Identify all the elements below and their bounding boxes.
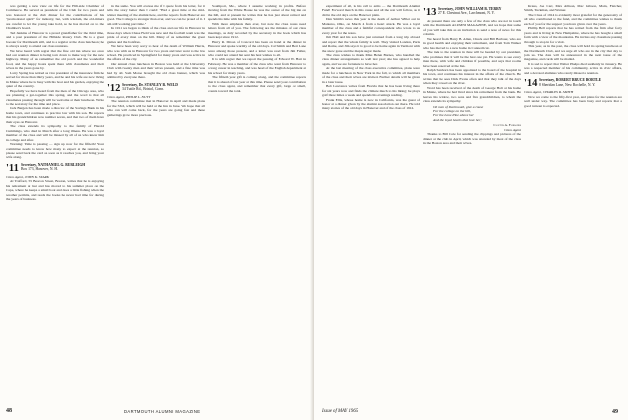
left-column-3 [208, 4, 306, 402]
paragraph: This year, as in the past, the class will hold its spring luncheon at the Dartmouth Club, and we urge all who are in the city that day to join us. The date will be announced in the next issue of the magazine, and cards will be mailed. [524, 44, 622, 62]
paragraph: in the same. You will excuse me if I quote from his letter, for it tells the story better than I could: "Had a great time at the mid-winter meeting of the alumni here, and the reports from Hanover are good. The College is stronger than ever, and we can be proud of it. I am still working part time." [107, 4, 205, 26]
right-column-2 [423, 4, 521, 402]
paragraph: It is with regret that we report the passing of Edward W. Hart in February. He was a member of the class who went from Hanover to a long career in teaching, and was head of the English department at his school for many years. [208, 57, 306, 75]
paragraph: The fiftieth year gift is coming along, and the committee reports that it is ahead of last year at this time. Please send your contribution to the class agent, and remember that every gift, large or small, counts toward the total. [208, 75, 306, 93]
paragraph: At the last meeting of the class executive committee, plans were made for a luncheon in New York in the fall, to which all members of the class and their wives are invited. Further details will be given in a later issue. [322, 66, 420, 84]
paragraph: Dan Smith's news this year is the death of Arthur Willet out in Manteno, Ohio, on March 4 from a heart attack. He was a loyal member of the class and a faithful correspondent who wrote to us every year for the notes. [322, 17, 420, 35]
verse-line: Oh men of Dartmouth, give a rouse [433, 104, 484, 109]
class-agent: Class Agent, CHARLES R. SMITH [524, 90, 574, 95]
right-column-1 [322, 4, 420, 402]
verse-line: For the college on the hill, [433, 109, 471, 114]
class-header-1914 [524, 78, 622, 89]
left-column-1 [6, 4, 104, 402]
paragraph: Jim Hall and his son have just returned from a long trip abroad and report that the whole family is well. They visited London, Paris and Rome, and Jim says it is good to be home again in Vermont with the snow gone and the maple sugar made. [322, 35, 420, 53]
paragraph: Al Trafford, 55 Beacon Street, Boston, writes that he is enjoying his retirement at last and has moved to his summer place on the Cape, where he keeps a small boat and does a little fishing when the weather permits, and reads the books he never had time for during the years of business. [6, 179, 104, 202]
verse-line: For the Lone Pine above her [433, 113, 474, 118]
paragraph: Jack Bergen has been made a director of the Savings Bank in his home town, and continues to practice law with his son. He reports that his grandchildren now number seven, and that two of them have their eyes on Hanover. [6, 106, 104, 124]
paragraph: With more emphasis than ever, but note the class notes need letters from all of you. The following are the minutes of our class meetings, as duly recorded by the secretary in the book which has been kept since 1912. [208, 21, 306, 40]
quoted-verse [433, 105, 521, 123]
paragraph: Word has been received of the death of George Holt at his home in Maine, where he had lived since his retirement from the bank. He leaves his widow, two sons and five grandchildren, to whom the class extends its sympathy. [423, 85, 521, 104]
class-header-1913 [423, 7, 521, 18]
signoff-name: Clayton A. Fairbanks [493, 123, 521, 128]
paragraph: We heard from Harry B. Allen, Chuck and Bill Barbour, who are in good health and enjoying their retirement, and from Tom Walker who has moved to a new home in Connecticut. [423, 36, 521, 50]
class-secretary-address: 34 Tuttle Rd., Bristol, Conn. [122, 87, 165, 92]
paragraph: It is sad to report that Walter Phelps died suddenly in January. He was a respected member of his community, active in civic affairs, and a devoted alumnus who rarely missed a reunion. [524, 61, 622, 75]
paragraph: In 1911 we began to think of the class and our life in Hanover in those days when Chase Field was new and the football team was the pride of every man on the hill. Many of us remember the great games and the bonfires. [107, 26, 205, 44]
paragraph: At present there are only a few of the class who are not in touch with the Dartmouth ALUMNI MAGAZINE, and we hope that some of you will take this as an invitation to send a note of news for this column. [423, 19, 521, 37]
magazine-name: DARTMOUTH ALUMNI MAGAZINE [124, 409, 201, 414]
class-secretary-address: 8 Sheridan Lane, New Rochelle, N. Y. [539, 82, 596, 87]
paragraph: Warning: Time is passing — sign up now for the fiftieth! Your committee needs to know how many to expect at the reunion, so please send back the card as soon as it reaches you, and bring your wife along. [6, 142, 104, 160]
page-number: 49 [612, 409, 618, 415]
paragraph: Ted Jenkins of Hanover is a proud grandfather for the third time, and a past president of the Hillside Rotary Club. He is a great booster for Dartmouth still, and is a regular at the class luncheon; he is always ready to attend our class reunions. [6, 30, 104, 49]
paragraph: The Class of 1914 is evidently most grateful for the generosity of all who contributed to the fund, and the committee wishes to thank each of you for the support you have given over the years. [524, 12, 622, 26]
class-secretary-address: 27 E. Chestnut Ave., Larchmont, N. Y. [438, 11, 495, 16]
paragraph: Southport, Me., where I assume working in profits. Before moving from the White House he was the owner of the big inn on the hill, and at present he writes that he has just about retired and spends his time with his family. [208, 4, 306, 22]
paragraph: Bob Lawrence writes from Florida that he has been living there for six years now and finds the climate much to his liking; he plays golf three times a week and spends his evenings reading. [322, 84, 420, 98]
paragraph: We have been very sorry to hear of the death of William Harris, who was with us in Hanover for two years and later went to the law school. He practiced in Springfield for many years and was active in the affairs of the city. [107, 44, 205, 62]
left-page-footer [6, 408, 306, 415]
class-year-number: '14 [524, 78, 538, 90]
paragraph: Ralph Sanborn has been appointed to the board of the hospital in his town, and continues his interest in the affairs of the church. He writes that he sees Dick Evans often and that they talk of the days when they rowed on the river. [423, 67, 521, 86]
class-secretary: Secretary, NATHANIEL G. BURLEIGH [21, 162, 86, 167]
paragraph: Now we come to the fifty-first year, and plans for the reunion are well under way. The committee has been busy and reports that a good turnout is expected. [524, 94, 622, 108]
paragraph: The reunion committee met in Hanover in April and made plans for the 53rd, which will be held at the Inn in June. We hope that all who can will come back, for the years are going fast and these gatherings grow more precious. [107, 99, 205, 117]
paragraph: The class wishes to thank Miss Helen Barnes, who handled the class dinner arrangements so well last year; she has agreed to help again, and we are fortunate to have her. [322, 52, 420, 66]
class-secretary: Secretary, JOHN WILLIAM B. TERRY [438, 7, 502, 11]
right-page [314, 0, 628, 420]
class-year-number: '12 [107, 82, 121, 94]
paragraph: experiment of all, is his call to arms — the Dartmouth Alumni Fund! Forward march in this cause and all the rest will follow, as it did in the old days on the Hanover plain. [322, 4, 420, 17]
paragraph: We have heard with regret that the fine old inn where we once had our reunion dinner is being torn down to make way for the new highway. Many of us remember the old porch and the wonderful food, and the happy hours spent there with classmates and their wives in the years gone by. [6, 48, 104, 71]
paragraph: Kraus, Joe Carr, Max Allison, Mac Gibson, Main, Fletcher, Smith, Tuckman, and Warner. [524, 4, 622, 13]
verse-line: And the loyal hearts that love her; [433, 117, 482, 122]
right-page-footer [322, 409, 620, 415]
issue-date: Issue of MAY 1965 [322, 409, 359, 414]
paragraph: Frank Ellis, whose home is now in California, was the guest of honor at a dinner given by the alumni association out there. He told many stories of the old days in Hanover and of the class of 1912. [322, 97, 420, 111]
class-header-1912 [107, 83, 205, 94]
class-agent: Class Agent, JOHN K. STARK [6, 174, 50, 179]
signoff-role: Class Agent [504, 127, 521, 132]
class-secretary-address: Box 173, Hanover, N. H. [21, 167, 58, 172]
paragraph: The trek to the reunion in June will be headed by our president, who promises that it will be the best one yet. He wants to see every man there, with wife and children if possible, and says that rooms have been reserved at the Inn. [423, 50, 521, 68]
class-secretary: Secretary, ROBERT BRUCE BORTLE [539, 78, 602, 83]
paragraph: The class extends its sympathy to the family of Harold Cummings, who died in March after a long illness. He was a loyal member of the class and will be missed by all of us who knew him in college and after. [6, 124, 104, 142]
page-number: 48 [6, 408, 12, 414]
paragraph: Larry Spring has retired as vice president of the insurance firm he served for more than thirty years, and he and his wife are now living in Maine where he is busy with his boat and his garden, enjoying the quiet of the country. [6, 70, 104, 89]
class-header-1911 [6, 163, 104, 174]
paragraph: Harry R. Dixon of Concord has been on hand at the dinner in Hanover and spoke warmly of the old days. Cal Smith and Bert Lane were among those present, and a letter was read from Jim Fuller, who could not attend but sent his best wishes to all. [208, 39, 306, 57]
class-secretary: Secretary, Dr. STANLEY B. WELD [122, 82, 178, 87]
paragraph: Thanks to Bill Cole for sending the clippings and pictures of the dinner at the club in April, which was attended by most of the class in the Boston area and their wives. [423, 132, 521, 146]
right-column-3 [524, 4, 622, 402]
paragraph: was getting a new view on life for the Hill-side Chamber of Commerce. He served as president of the Club for two years and was honored at the club dinner for the contributions of his "promotional spirit" for industry, but, with wisdom, the old-timers are careful to let the young take hold, so he has moved on to the Chamber's board. [6, 4, 104, 31]
class-year-number: '13 [423, 7, 437, 18]
paragraph: Hopefully we have heard from the men of the Chicago area, who are planning a get-together this spring, and the word is that all classmates passing through will be welcome at their luncheon. Write to the secretary for the time and place. [6, 88, 104, 106]
paragraph: Our annual class luncheon in Boston was held at the University Club with twenty men and their wives present, and a fine time was had by all. Sam Morse brought the old class banner, which was admired by everyone there. [107, 61, 205, 80]
class-year-number: '11 [6, 162, 19, 174]
paragraph: Phillip Bell reports that he has retired from the firm after forty years and is living in New Hampshire, where he has bought a small farm with a view of the mountains. He invites any classmate passing through to stop in for a visit. [524, 26, 622, 44]
class-agent: Class Agent, PHILIP L. NUTT [107, 94, 151, 99]
left-column-2 [107, 4, 205, 402]
